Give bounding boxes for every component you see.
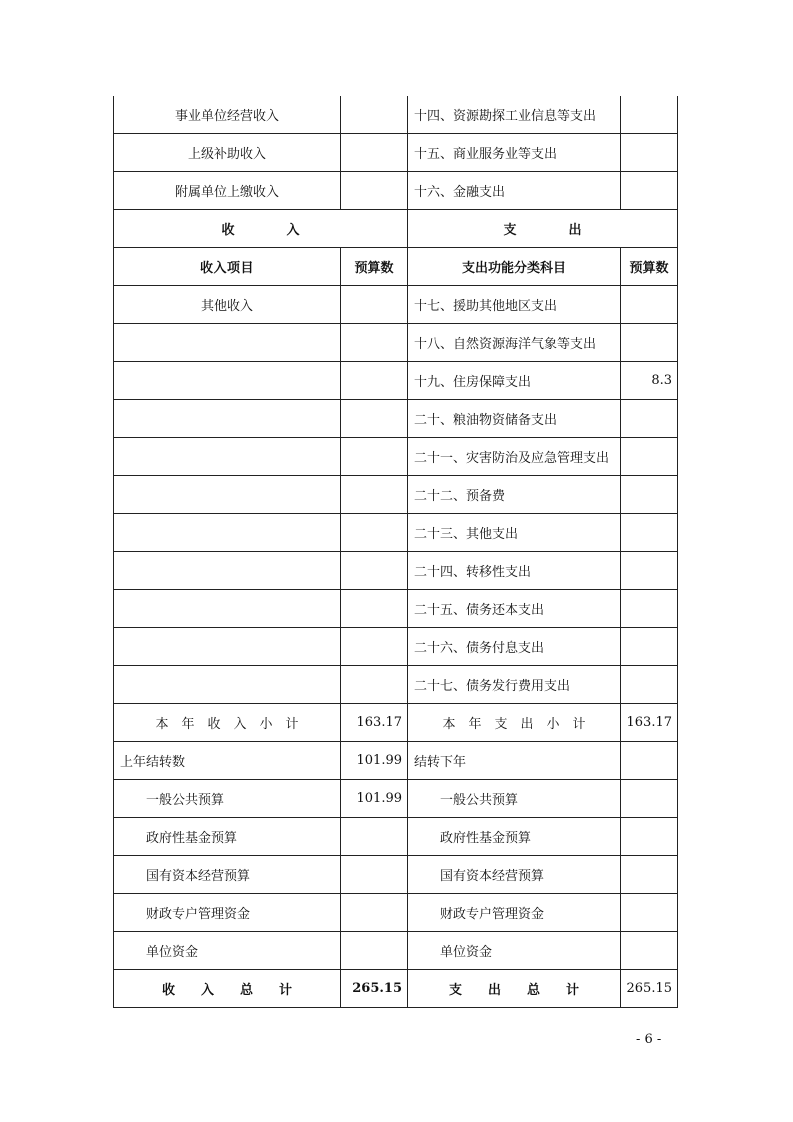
income-item-cell: 政府性基金预算 [114,818,341,856]
table-row [114,172,678,210]
income-value-cell [341,932,408,970]
income-value-cell [341,552,408,590]
income-value-cell [341,362,408,400]
expense-item-cell: 一般公共预算 [408,780,621,818]
income-item-cell [114,628,341,666]
expense-total-label: 支 出 总 计 [408,970,621,1008]
expense-subtotal-value: 163.17 [621,704,678,742]
income-value-cell [341,324,408,362]
income-total-label: 收 入 总 计 [114,970,341,1008]
expense-value-cell [621,742,678,780]
expense-value-cell [621,96,678,134]
expense-value-cell [621,818,678,856]
expense-value-header: 预算数 [621,248,678,286]
income-item-cell [114,476,341,514]
table-row [114,400,678,438]
expense-value-cell [621,514,678,552]
expense-item-cell: 十五、商业服务业等支出 [408,134,621,172]
income-item-cell: 其他收入 [114,286,341,324]
income-item-cell [114,362,341,400]
table-row [114,742,678,780]
expense-value-cell [621,932,678,970]
expense-value-cell [621,780,678,818]
expense-value-cell [621,476,678,514]
expense-value-cell [621,894,678,932]
income-item-cell [114,400,341,438]
income-item-cell: 一般公共预算 [114,780,341,818]
expense-value-cell [621,324,678,362]
budget-sheet [113,96,677,1008]
income-value-cell [341,514,408,552]
income-value-cell: 101.99 [341,780,408,818]
income-value-cell [341,856,408,894]
expense-item-cell: 二十一、灾害防治及应急管理支出 [408,438,621,476]
expense-item-cell: 二十六、债务付息支出 [408,628,621,666]
table-row [114,818,678,856]
expense-subtotal-label: 本 年 支 出 小 计 [408,704,621,742]
income-value-cell [341,666,408,704]
table-row [114,514,678,552]
expense-item-cell: 二十、粮油物资储备支出 [408,400,621,438]
budget-table [113,96,678,1008]
table-row [114,894,678,932]
table-row [114,438,678,476]
income-item-cell [114,324,341,362]
table-row [114,856,678,894]
expense-item-cell: 二十三、其他支出 [408,514,621,552]
expense-section-header: 支 出 [408,210,678,248]
column-header-row [114,248,678,286]
income-item-cell: 附属单位上缴收入 [114,172,341,210]
income-item-cell: 国有资本经营预算 [114,856,341,894]
expense-value-cell: 8.3 [621,362,678,400]
table-row [114,476,678,514]
income-item-cell: 事业单位经营收入 [114,96,341,134]
expense-value-cell [621,286,678,324]
expense-item-cell: 财政专户管理资金 [408,894,621,932]
income-value-cell: 101.99 [341,742,408,780]
table-row [114,552,678,590]
expense-total-value: 265.15 [621,970,678,1008]
expense-value-cell [621,438,678,476]
expense-item-cell: 十七、援助其他地区支出 [408,286,621,324]
table-row [114,666,678,704]
expense-value-cell [621,856,678,894]
table-row [114,628,678,666]
expense-item-cell: 十九、住房保障支出 [408,362,621,400]
expense-item-cell: 二十四、转移性支出 [408,552,621,590]
income-value-cell [341,818,408,856]
expense-value-cell [621,134,678,172]
income-item-cell [114,666,341,704]
expense-item-cell: 国有资本经营预算 [408,856,621,894]
income-item-cell [114,514,341,552]
income-value-cell [341,894,408,932]
income-section-header: 收 入 [114,210,408,248]
income-value-header: 预算数 [341,248,408,286]
income-subtotal-label: 本 年 收 入 小 计 [114,704,341,742]
income-item-cell [114,590,341,628]
income-item-cell: 上级补助收入 [114,134,341,172]
expense-item-cell: 十六、金融支出 [408,172,621,210]
income-value-cell [341,286,408,324]
income-item-cell: 财政专户管理资金 [114,894,341,932]
expense-item-cell: 十四、资源勘探工业信息等支出 [408,96,621,134]
subtotal-row [114,704,678,742]
table-row [114,590,678,628]
income-item-cell [114,438,341,476]
expense-item-cell: 二十二、预备费 [408,476,621,514]
income-total-value: 265.15 [341,970,408,1008]
table-row [114,324,678,362]
expense-item-header: 支出功能分类科目 [408,248,621,286]
table-row [114,362,678,400]
expense-item-cell: 二十七、债务发行费用支出 [408,666,621,704]
income-value-cell [341,172,408,210]
table-row [114,96,678,134]
expense-value-cell [621,590,678,628]
income-item-cell: 上年结转数 [114,742,341,780]
income-item-cell: 单位资金 [114,932,341,970]
income-item-cell [114,552,341,590]
table-row [114,780,678,818]
expense-item-cell: 二十五、债务还本支出 [408,590,621,628]
expense-item-cell: 十八、自然资源海洋气象等支出 [408,324,621,362]
expense-value-cell [621,172,678,210]
income-value-cell [341,628,408,666]
expense-item-cell: 结转下年 [408,742,621,780]
income-value-cell [341,96,408,134]
table-row [114,932,678,970]
expense-value-cell [621,628,678,666]
income-value-cell [341,476,408,514]
section-header-row [114,210,678,248]
total-row [114,970,678,1008]
expense-item-cell: 政府性基金预算 [408,818,621,856]
expense-value-cell [621,666,678,704]
income-subtotal-value: 163.17 [341,704,408,742]
table-row [114,134,678,172]
expense-item-cell: 单位资金 [408,932,621,970]
table-row [114,286,678,324]
expense-value-cell [621,552,678,590]
income-value-cell [341,400,408,438]
income-item-header: 收入项目 [114,248,341,286]
income-value-cell [341,590,408,628]
expense-value-cell [621,400,678,438]
income-value-cell [341,134,408,172]
page-number: - 6 - [636,1032,662,1047]
income-value-cell [341,438,408,476]
